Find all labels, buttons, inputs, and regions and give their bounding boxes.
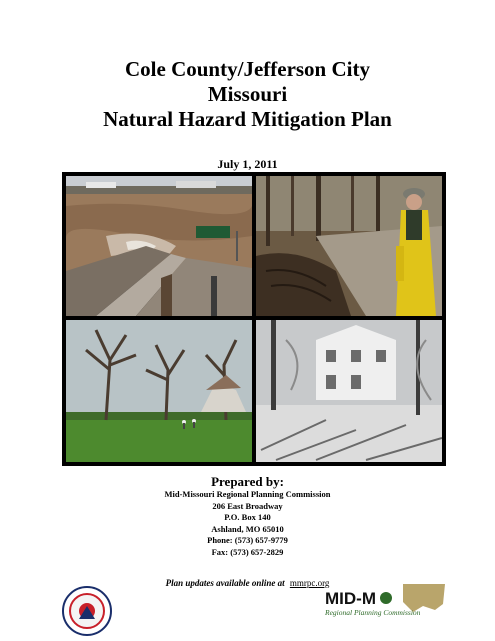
title-line-1: Cole County/Jefferson City	[125, 57, 370, 81]
document-date: July 1, 2011	[217, 157, 278, 171]
county-seal-logo	[62, 586, 112, 636]
prepared-by-block	[0, 474, 495, 558]
title-line-2: Missouri	[207, 82, 288, 106]
prepared-heading: Prepared by:	[211, 474, 284, 489]
mid-mo-logo	[323, 584, 445, 618]
prepared-phone: Phone: (573) 657-9779	[207, 535, 288, 545]
svg-text:Regional Planning Commission: Regional Planning Commission	[325, 608, 421, 617]
flooded-highway-photo	[66, 176, 252, 316]
prepared-city: Ashland, MO 65010	[211, 523, 284, 534]
document-title	[0, 57, 495, 132]
erosion-collapse-photo	[256, 176, 442, 316]
title-line-3: Natural Hazard Mitigation Plan	[103, 107, 392, 131]
website-link[interactable]: mmrpc.org	[289, 578, 330, 588]
prepared-org: Mid-Missouri Regional Planning Commission	[164, 489, 331, 499]
online-text: Plan updates available online at	[165, 578, 285, 588]
prepared-address-2: P.O. Box 140	[224, 512, 271, 522]
svg-text:MID-M: MID-M	[325, 589, 376, 608]
prepared-address-1: 206 East Broadway	[212, 500, 283, 511]
tornado-damage-photo	[66, 320, 252, 462]
photo-collage	[62, 172, 446, 466]
ice-storm-photo	[256, 320, 442, 462]
prepared-fax: Fax: (573) 657-2829	[211, 546, 284, 557]
